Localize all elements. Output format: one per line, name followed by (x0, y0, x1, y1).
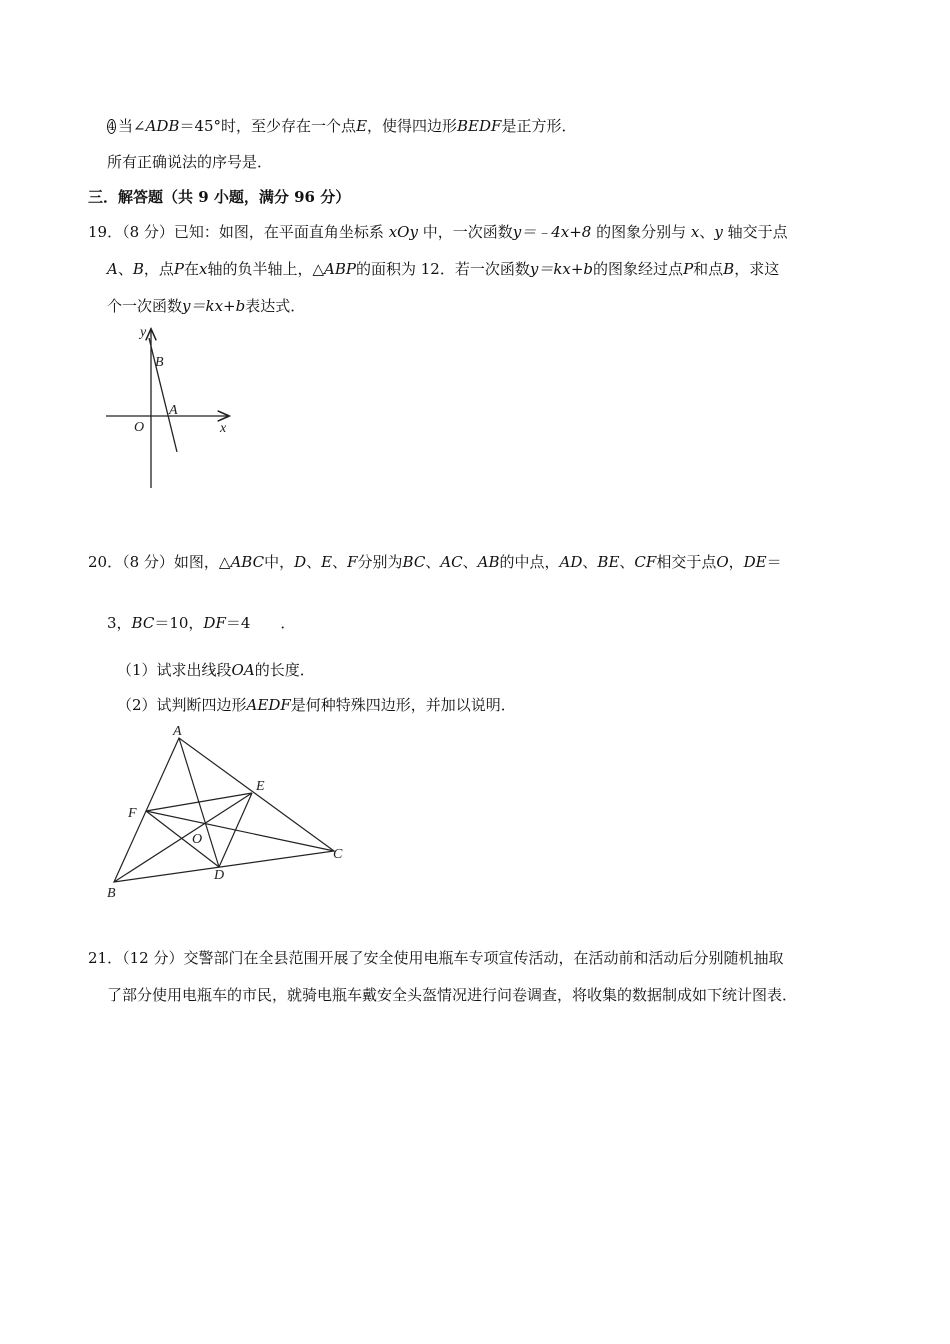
label-d: D (214, 868, 225, 883)
text: 了部分使用电瓶车的市民，就骑电瓶车戴安全头盔情况进行问卷调查，将收集的数据制成如下统计图表． (107, 986, 798, 1004)
text: 的图象分别与 (596, 223, 687, 241)
math-var: AD (559, 553, 583, 571)
label-o: O (134, 420, 145, 435)
math-var: x (199, 260, 208, 278)
math-var: BE (597, 553, 620, 571)
text: ． (280, 614, 296, 632)
text: ＝ (766, 553, 782, 571)
text: ，点 (143, 260, 174, 278)
label-a: A (173, 724, 182, 739)
math-var: DF (203, 614, 226, 632)
statement-4 (107, 115, 576, 137)
text: 所有正确说法的序号是 (107, 153, 258, 171)
math-var: OA (231, 661, 255, 679)
label-b: B (107, 886, 116, 901)
math-var: ABC (230, 553, 265, 571)
text: 表达式． (245, 297, 306, 315)
text: 中，一次函数 (422, 223, 513, 241)
text: 、 (425, 553, 441, 571)
math-var: x (690, 223, 700, 241)
q21-line-2 (107, 984, 797, 1006)
q19-line-2 (107, 258, 779, 280)
math-var: BEDF (457, 117, 502, 135)
text: 的图象经过点 (593, 260, 684, 278)
math-var: E (356, 117, 368, 135)
text: 、 (462, 553, 478, 571)
score: （12 分） (122, 949, 184, 967)
math-var: P (683, 260, 694, 278)
text: 分别为 (357, 553, 403, 571)
text: 3， (107, 614, 132, 632)
answer-prompt (107, 151, 272, 173)
text: 当∠ (118, 117, 146, 135)
question-number: 19． (88, 223, 123, 241)
text: 、 (699, 223, 715, 241)
text: ． (257, 153, 273, 171)
text: 轴交于点 (727, 223, 788, 241)
q20-sub-1 (117, 659, 315, 681)
q19-figure (100, 320, 240, 495)
math-expr: y＝kx+b (529, 260, 594, 278)
text: 交警部门在全县范围开展了安全使用电瓶车专项宣传活动，在活动前和活动后分别随机抽取 (183, 949, 784, 967)
math-var: y (714, 223, 723, 241)
text: 的长度． (254, 661, 315, 679)
label-x: x (220, 421, 227, 436)
text: ＝45°时，至少存在一个点 (179, 117, 357, 135)
q20-figure (100, 722, 360, 902)
text: 如图，△ (173, 553, 231, 571)
text: 中， (264, 553, 295, 571)
text: 个一次函数 (107, 297, 183, 315)
math-var: F (347, 553, 358, 571)
math-var: E (321, 553, 333, 571)
label-a: A (169, 403, 178, 418)
math-var: O (716, 553, 729, 571)
score: （8 分） (122, 223, 174, 241)
math-var: xOy (388, 223, 418, 241)
text: 、 (582, 553, 598, 571)
q19-line-1 (88, 221, 788, 243)
q21-line-1 (88, 947, 783, 969)
text: 相交于点 (656, 553, 717, 571)
math-var: BC (402, 553, 426, 571)
label-y: y (140, 325, 147, 340)
math-var: BC (131, 614, 155, 632)
label-e: E (256, 779, 265, 794)
text: 、 (332, 553, 348, 571)
math-var: A (107, 260, 118, 278)
math-var: AB (477, 553, 500, 571)
text: 、 (117, 260, 133, 278)
math-var: AC (440, 553, 463, 571)
text: 是何种特殊四边形，并加以说明． (290, 696, 516, 714)
q19-line-3 (107, 295, 305, 317)
q20-sub-2 (117, 694, 516, 716)
text: ，求这 (734, 260, 780, 278)
text: ， (728, 553, 744, 571)
label-o: O (192, 832, 203, 847)
text: ，使得四边形 (367, 117, 458, 135)
segment-fe (146, 793, 252, 811)
text: 的面积为 12．若一次函数 (355, 260, 530, 278)
math-expr: y＝kx+b (182, 297, 246, 315)
circled-number: 4 (108, 120, 115, 133)
math-var: D (294, 553, 307, 571)
section-heading: 三．解答题（共 9 小题，满分 96 分） (88, 188, 351, 206)
text: 、 (619, 553, 635, 571)
math-var: DE (743, 553, 767, 571)
label-b: B (155, 355, 164, 370)
math-expr: y＝﹣4x+8 (512, 223, 592, 241)
math-var: CF (634, 553, 657, 571)
text: 轴的负半轴上，△ (207, 260, 325, 278)
segment-df (146, 811, 219, 867)
math-var: ADB (145, 117, 180, 135)
question-number: 20． (88, 553, 123, 571)
text: 、 (306, 553, 322, 571)
q20-line-1 (88, 551, 782, 573)
text: 和点 (693, 260, 724, 278)
math-var: P (173, 260, 184, 278)
text: ＝10， (154, 614, 204, 632)
text: （1）试求出线段 (117, 661, 232, 679)
math-var: ABP (324, 260, 356, 278)
text: 已知：如图，在平面直角坐标系 (173, 223, 384, 241)
text: （2）试判断四边形 (117, 696, 247, 714)
text: ＝4 (225, 614, 251, 632)
text: 在 (184, 260, 200, 278)
math-var: B (132, 260, 144, 278)
text: 的中点， (499, 553, 560, 571)
text: 是正方形． (501, 117, 577, 135)
math-var: B (723, 260, 735, 278)
label-c: C (333, 847, 343, 862)
label-f: F (128, 806, 137, 821)
math-var: AEDF (246, 696, 291, 714)
q20-line-2 (107, 612, 295, 634)
score: （8 分） (122, 553, 174, 571)
question-number: 21． (88, 949, 123, 967)
